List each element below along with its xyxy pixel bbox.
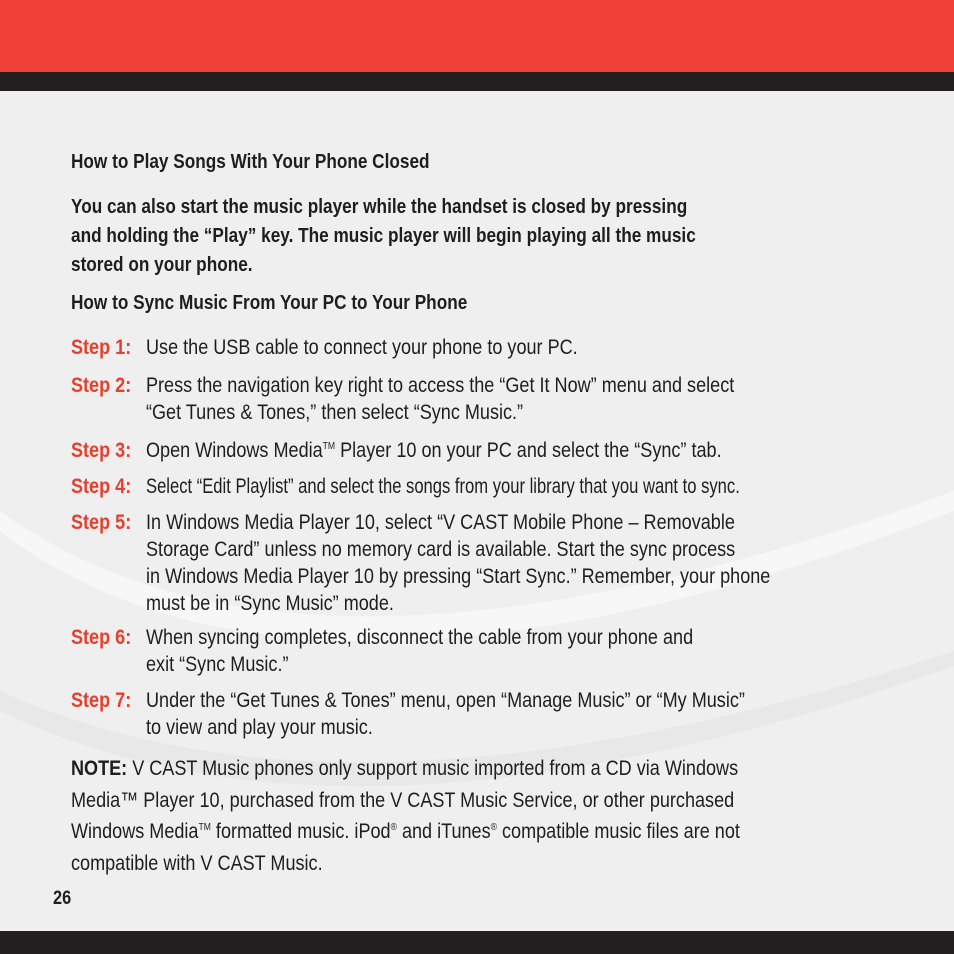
step-label: Step 3: <box>71 439 132 462</box>
note-line: Windows Media™ formatted music. iPod® and iTunes® compatible music files are not <box>71 820 740 843</box>
step-text: “Get Tunes & Tones,” then select “Sync Music.” <box>146 401 524 424</box>
trademark-mark: TM <box>322 441 336 452</box>
paragraph-line: You can also start the music player while the handset is closed by pressing <box>71 196 688 218</box>
step-text: Open Windows Media™ Player 10 on your PC and select the “Sync” tab. <box>146 439 722 462</box>
step-text: Storage Card” unless no memory card is available. Start the sync process <box>146 538 736 561</box>
step-text: Press the navigation key right to access the “Get It Now” menu and select <box>146 374 735 397</box>
registered-mark: ® <box>490 822 497 833</box>
trademark-mark: TM <box>198 822 211 833</box>
note-paragraph <box>71 753 740 879</box>
section-heading-play-closed: How to Play Songs With Your Phone Closed <box>71 151 430 173</box>
top-red-band <box>0 0 954 72</box>
step-label: Step 7: <box>71 689 132 712</box>
bottom-dark-band <box>0 931 954 954</box>
step-text: Select “Edit Playlist” and select the songs from your library that you want to sync. <box>146 475 740 498</box>
step-label: Step 4: <box>71 475 132 498</box>
note-line: compatible with V CAST Music. <box>71 851 323 875</box>
step-text: When syncing completes, disconnect the cable from your phone and <box>146 626 694 649</box>
section-heading-sync-music: How to Sync Music From Your PC to Your Phone <box>71 292 468 314</box>
step-text: Use the USB cable to connect your phone to your PC. <box>146 336 578 359</box>
step-label: Step 6: <box>71 626 132 649</box>
play-closed-paragraph <box>71 193 797 280</box>
paragraph-line: stored on your phone. <box>71 254 253 276</box>
step-text: in Windows Media Player 10 by pressing “Start Sync.” Remember, your phone <box>146 565 771 588</box>
page-number: 26 <box>53 888 72 909</box>
step-text: In Windows Media Player 10, select “V CAST Mobile Phone – Removable <box>146 511 735 534</box>
note-line: NOTE: V CAST Music phones only support music imported from a CD via Windows <box>71 757 739 780</box>
step-label: Step 1: <box>71 336 132 359</box>
note-line: Media™ Player 10, purchased from the V CAST Music Service, or other purchased <box>71 788 735 812</box>
step-text: exit “Sync Music.” <box>146 653 289 676</box>
step-label: Step 5: <box>71 511 132 534</box>
step-text: to view and play your music. <box>146 716 373 739</box>
step-text: must be in “Sync Music” mode. <box>146 592 394 615</box>
step-text: Under the “Get Tunes & Tones” menu, open “Manage Music” or “My Music” <box>146 689 745 712</box>
note-label: NOTE: <box>71 757 128 780</box>
top-dark-band <box>0 72 954 91</box>
step-label: Step 2: <box>71 374 132 397</box>
paragraph-line: and holding the “Play” key. The music player will begin playing all the music <box>71 225 696 247</box>
registered-mark: ® <box>390 822 397 833</box>
